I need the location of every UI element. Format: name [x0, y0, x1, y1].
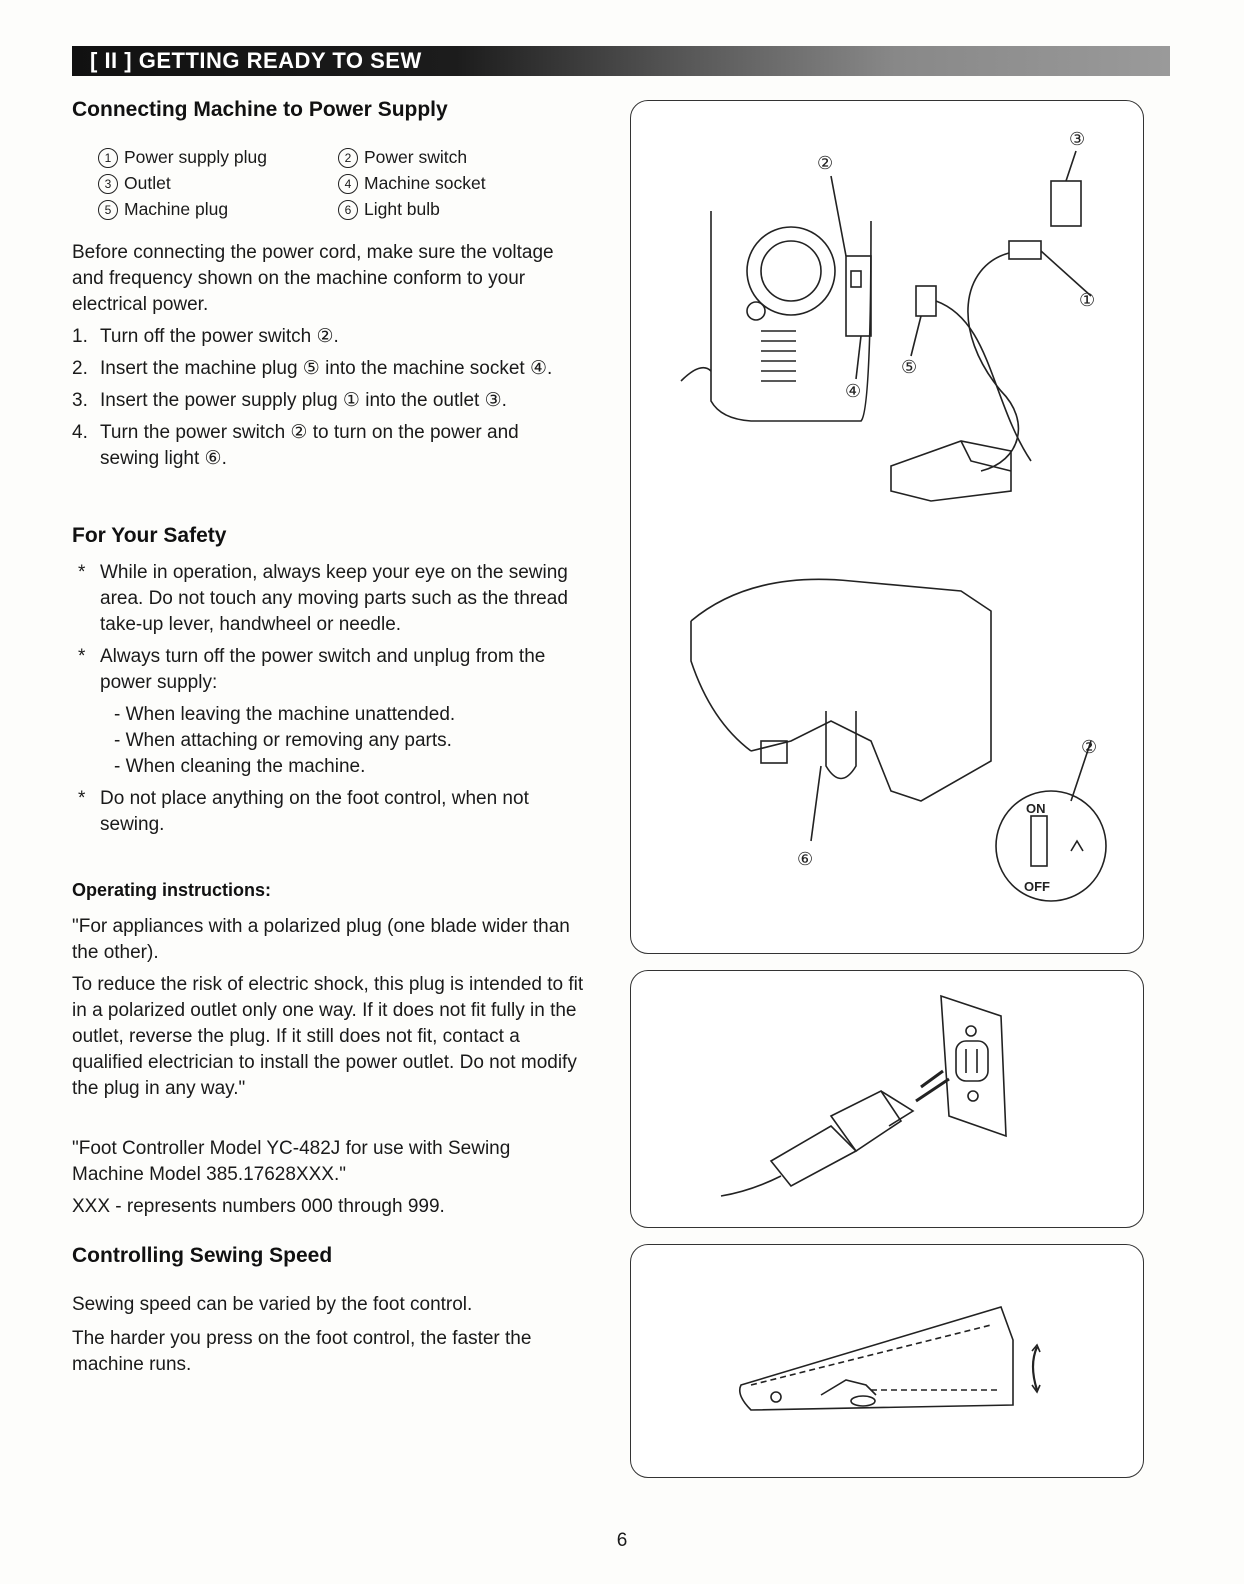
part-item: 1 Power supply plug	[98, 144, 338, 170]
safety-subitem: - When leaving the machine unattended.	[114, 704, 456, 725]
callout-1: ①	[1079, 290, 1096, 310]
callout-2-top: ②	[817, 153, 834, 173]
safety-subitem: - When attaching or removing any parts.	[114, 730, 452, 751]
part-item: 4 Machine socket	[338, 170, 486, 196]
page-number: 6	[616, 1530, 628, 1551]
safety-item: * While in operation, always keep your eye on the sewing area. Do not touch any moving parts such as the thread take-up lever, handwheel or needle.	[78, 562, 568, 635]
speed-p2: The harder you press on the foot control, the faster the machine runs.	[72, 1328, 532, 1375]
plug-outlet-illustration	[631, 971, 1143, 1227]
figure-foot-control	[630, 1244, 1144, 1478]
part-item: 3 Outlet	[98, 170, 338, 196]
figure-power-connection	[630, 100, 1144, 954]
machine-connection-illustration	[631, 101, 1143, 953]
foot-control-illustration	[631, 1245, 1143, 1477]
part-item: 2 Power switch	[338, 144, 467, 170]
figure-polarized-plug	[630, 970, 1144, 1228]
step-item: 1. Turn off the power switch ②.	[72, 326, 339, 347]
step-item: 2. Insert the machine plug ⑤ into the machine socket ④.	[72, 358, 553, 379]
parts-legend	[98, 144, 558, 222]
safety-list	[72, 560, 592, 844]
speed-p1: Sewing speed can be varied by the foot control.	[72, 1294, 473, 1315]
callout-5: ⑤	[901, 357, 918, 377]
safety-subitem: - When cleaning the machine.	[114, 756, 366, 777]
switch-off-label: OFF	[1024, 879, 1050, 894]
operating-p1: "For appliances with a polarized plug (one blade wider than the other).	[72, 916, 570, 963]
operating-p4: XXX - represents numbers 000 through 999.	[72, 1196, 445, 1217]
part-item: 5 Machine plug	[98, 196, 338, 222]
callout-4: ④	[845, 381, 862, 401]
safety-item: * Always turn off the power switch and unplug from the power supply:	[78, 646, 546, 693]
safety-item: * Do not place anything on the foot control, when not sewing.	[78, 788, 529, 835]
callout-2-switch: ②	[1081, 737, 1098, 757]
heading-connecting: Connecting Machine to Power Supply	[72, 98, 448, 121]
section-title: [ II ] GETTING READY TO SEW	[90, 48, 422, 73]
heading-operating: Operating instructions:	[72, 880, 272, 900]
heading-safety: For Your Safety	[72, 524, 227, 547]
connecting-intro: Before connecting the power cord, make sure the voltage and frequency shown on the machine conform to your electrical power.	[72, 242, 554, 315]
section-header-bar	[72, 46, 1170, 76]
callout-3: ③	[1069, 129, 1086, 149]
step-item: 3. Insert the power supply plug ① into the outlet ③.	[72, 390, 507, 411]
operating-p3: "Foot Controller Model YC-482J for use with Sewing Machine Model 385.17628XXX."	[72, 1138, 511, 1185]
callout-6: ⑥	[797, 849, 814, 869]
part-item: 6 Light bulb	[338, 196, 440, 222]
switch-on-label: ON	[1026, 801, 1046, 816]
heading-speed: Controlling Sewing Speed	[72, 1244, 333, 1267]
connecting-steps	[72, 324, 572, 478]
operating-p2: To reduce the risk of electric shock, this plug is intended to fit in a polarized outlet only one way. If it does not fit fully in the outlet, reverse the plug. If it still does not fit, contact a qualified electrician to install the power outlet. Do not modify the plug in any way."	[72, 974, 584, 1099]
step-item: 4. Turn the power switch ② to turn on the power and sewing light ⑥.	[72, 422, 519, 469]
